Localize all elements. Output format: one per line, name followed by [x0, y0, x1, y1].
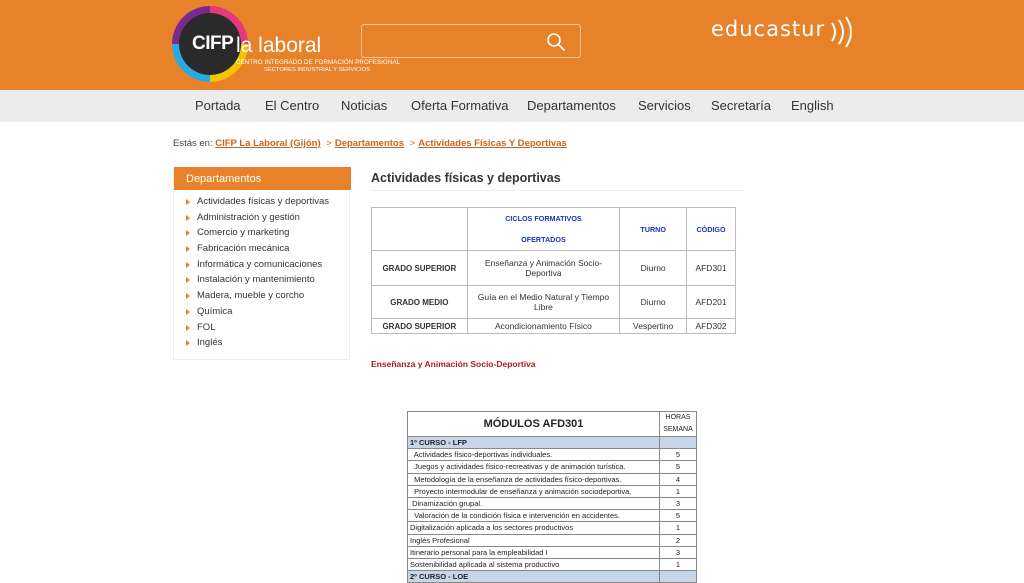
course-label: 2º CURSO - LOE [408, 571, 660, 583]
modules-title: MÓDULOS AFD301 [408, 412, 660, 437]
logo-subtitle-1: CENTRO INTEGRADO DE FORMACIÓN PROFESIONAL [236, 59, 401, 66]
triangle-bullet-icon [186, 325, 190, 331]
breadcrumb-separator: > [326, 138, 332, 149]
module-name: Sostenibilidad aplicada al sistema productivo [408, 558, 660, 570]
sidebar-item-madera[interactable] [174, 290, 351, 306]
cell-level: GRADO MEDIO [372, 286, 468, 319]
nav-item-english[interactable]: English [791, 98, 834, 113]
sidebar [173, 167, 350, 360]
cell-code: AFD201 [687, 286, 736, 319]
nav-item-el-centro[interactable]: El Centro [265, 98, 320, 113]
module-row [408, 497, 697, 509]
table-row [372, 286, 736, 319]
sidebar-item-quimica[interactable] [174, 306, 351, 322]
nav-item-noticias[interactable]: Noticias [341, 98, 388, 113]
module-name: Metodología de la enseñanza de actividades físico-deportivas. [408, 473, 660, 485]
sidebar-title: Departamentos [174, 167, 351, 190]
module-name: Proyecto intermodular de enseñanza y animación sociodeportiva. [408, 485, 660, 497]
module-hours: 1 [660, 522, 697, 534]
triangle-bullet-icon [186, 262, 190, 268]
breadcrumb [173, 138, 567, 149]
cell-cycle-name: Guía en el Medio Natural y Tiempo Libre [467, 286, 620, 319]
header-codigo: CÓDIGO [687, 208, 736, 251]
nav-item-secretaria[interactable]: Secretaría [711, 98, 771, 113]
triangle-bullet-icon [186, 230, 190, 236]
sidebar-item-fol[interactable] [174, 322, 351, 338]
site-header [0, 0, 1024, 90]
sidebar-item-instalacion[interactable] [174, 274, 351, 290]
cifp-logo[interactable] [172, 6, 401, 82]
breadcrumb-separator: > [409, 138, 416, 149]
module-hours: 3 [660, 546, 697, 558]
module-row [408, 522, 697, 534]
module-row [408, 546, 697, 558]
sidebar-item-label: Actividades físicas y deportivas [197, 196, 330, 207]
module-hours: 1 [660, 485, 697, 497]
cell-level: GRADO SUPERIOR [372, 319, 468, 334]
page-title: Actividades físicas y deportivas [371, 171, 561, 185]
cell-turno: Diurno [620, 251, 687, 286]
sidebar-list [174, 196, 351, 353]
table-header-row [372, 208, 736, 251]
nav-item-servicios[interactable]: Servicios [638, 98, 691, 113]
course-row [408, 571, 697, 583]
module-name: Juegos y actividades físico-recreativas y de animación turística. [408, 461, 660, 473]
triangle-bullet-icon [186, 340, 190, 346]
module-row [408, 558, 697, 570]
cell-turno: Diurno [620, 286, 687, 319]
logo-laboral-text: la laboral [236, 34, 322, 57]
triangle-bullet-icon [186, 277, 190, 283]
sidebar-item-actividades[interactable] [174, 196, 351, 212]
sidebar-item-administracion[interactable] [174, 212, 351, 228]
module-name: Inglés Profesional [408, 534, 660, 546]
sidebar-item-label: Instalación y mantenimiento [197, 274, 315, 286]
search-icon[interactable] [546, 32, 566, 52]
modules-table-wrapper [407, 411, 697, 583]
course-hours-empty [660, 571, 697, 583]
breadcrumb-link-home[interactable]: CIFP La Laboral (Gijón) [215, 138, 321, 149]
module-row [408, 485, 697, 497]
sidebar-item-label: Inglés [197, 337, 223, 349]
modules-hours-header [660, 412, 697, 437]
course-hours-empty [660, 437, 697, 449]
triangle-bullet-icon [186, 293, 190, 299]
module-name: Itinerario personal para la empleabilidad I [408, 546, 660, 558]
cell-code: AFD302 [687, 319, 736, 334]
sidebar-item-label: Administración y gestión [197, 211, 300, 223]
module-row [408, 461, 697, 473]
table-row [372, 319, 736, 334]
modules-table [407, 411, 697, 583]
module-name: Valoración de la condición física e intervención en accidentes. [408, 510, 660, 522]
sidebar-item-label: Comercio y marketing [197, 227, 290, 239]
hours-header-line1: HORAS [665, 414, 691, 421]
module-hours: 5 [660, 510, 697, 522]
logo-cifp-text: CIFP [192, 33, 234, 54]
module-hours: 1 [660, 558, 697, 570]
title-divider [371, 190, 744, 191]
nav-item-oferta-formativa[interactable]: Oferta Formativa [411, 98, 509, 113]
module-name: Actividades físico-deportivas individuales. [408, 449, 660, 461]
triangle-bullet-icon [186, 215, 190, 221]
cell-turno: Vespertino [620, 319, 687, 334]
course-row [408, 437, 697, 449]
header-ciclos-line1: CICLOS FORMATIVOS [505, 214, 582, 223]
signal-waves-icon [828, 17, 856, 47]
module-hours: 3 [660, 497, 697, 509]
header-empty-cell [372, 208, 468, 251]
breadcrumb-link-current[interactable]: Actividades Físicas Y Deportivas [418, 138, 567, 149]
logo-subtitle-2: SECTORES INDUSTRIAL Y SERVICIOS [264, 67, 370, 73]
sidebar-item-fabricacion[interactable] [174, 243, 351, 259]
modules-header-row [408, 412, 697, 437]
main-nav [0, 90, 1024, 122]
breadcrumb-prefix: Estás en: [173, 138, 213, 149]
header-ciclos [467, 208, 620, 251]
module-hours: 4 [660, 473, 697, 485]
sidebar-item-informatica[interactable] [174, 259, 351, 275]
header-ciclos-line2: OFERTADOS [521, 235, 566, 244]
educastur-logo[interactable]: educastur [711, 17, 826, 41]
sidebar-item-ingles[interactable] [174, 337, 351, 353]
sidebar-item-label: FOL [197, 321, 216, 333]
sidebar-item-label: Fabricación mecánica [197, 243, 290, 255]
module-row [408, 534, 697, 546]
module-row [408, 449, 697, 461]
triangle-bullet-icon [186, 199, 190, 205]
cell-cycle-name: Acondicionamiento Físico [467, 319, 620, 334]
cycles-table [371, 207, 736, 334]
sidebar-item-comercio[interactable] [174, 227, 351, 243]
triangle-bullet-icon [186, 309, 190, 315]
module-row [408, 510, 697, 522]
module-hours: 5 [660, 461, 697, 473]
table-row [372, 251, 736, 286]
hours-header-line2: SEMANA [663, 426, 693, 433]
nav-item-departamentos[interactable]: Departamentos [527, 98, 616, 113]
module-name: Digitalización aplicada a los sectores productivos [408, 522, 660, 534]
cell-cycle-name: Enseñanza y Animación Socio-Deportiva [467, 251, 620, 286]
module-row [408, 473, 697, 485]
cell-code: AFD301 [687, 251, 736, 286]
section-subtitle: Enseñanza y Animación Socio-Deportiva [371, 359, 536, 369]
module-name: Dinamización grupal. [408, 497, 660, 509]
sidebar-item-label: Química [197, 305, 233, 317]
header-turno: TURNO [620, 208, 687, 251]
search-input[interactable] [361, 24, 581, 58]
module-hours: 2 [660, 534, 697, 546]
triangle-bullet-icon [186, 246, 190, 252]
sidebar-item-label: Informática y comunicaciones [197, 258, 323, 270]
course-label: 1º CURSO - LFP [408, 437, 660, 449]
nav-item-portada[interactable]: Portada [195, 98, 241, 113]
sidebar-item-label: Madera, mueble y corcho [197, 290, 305, 302]
cell-level: GRADO SUPERIOR [372, 251, 468, 286]
breadcrumb-link-departamentos[interactable]: Departamentos [334, 138, 405, 149]
module-hours: 5 [660, 449, 697, 461]
